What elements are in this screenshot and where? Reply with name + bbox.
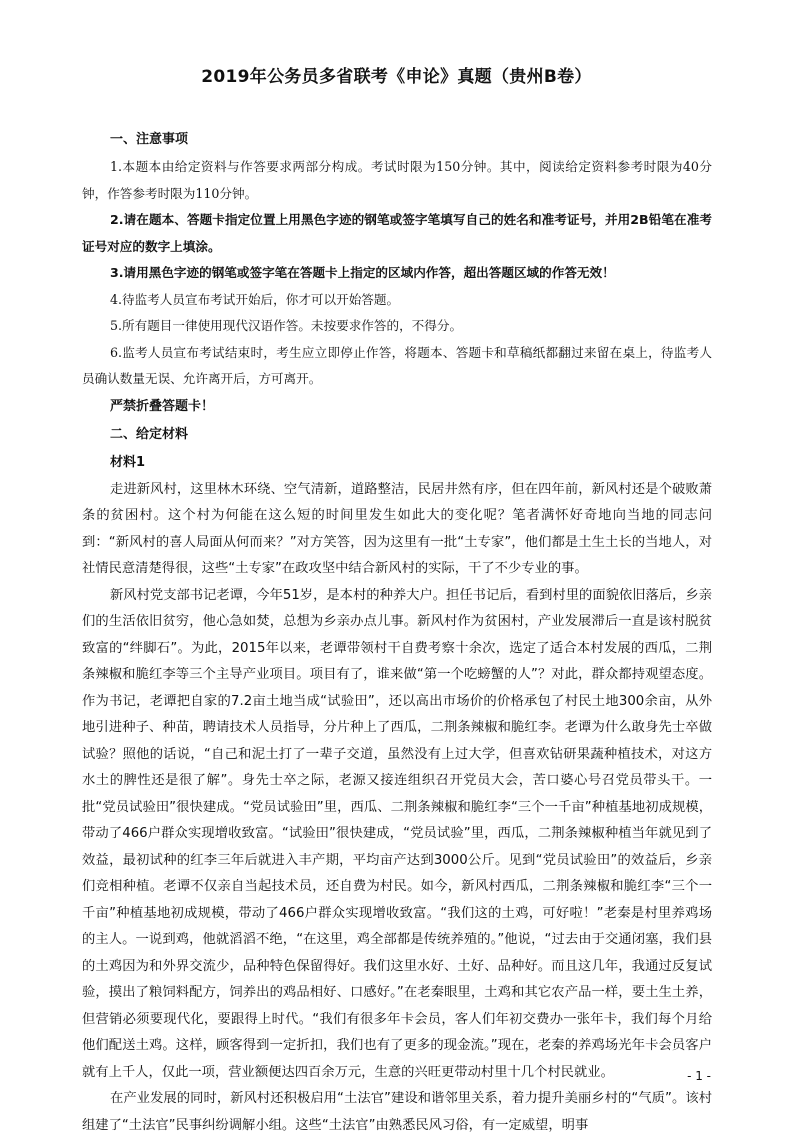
note-item-3: 3.请用黑色字迹的钢笔或签字笔在答题卡上指定的区域内作答，超出答题区域的作答无效！: [110, 265, 615, 280]
note-item-2: 2.请在题本、答题卡指定位置上用黑色字迹的钢笔或签字笔填写自己的姓名和准考证号，并用2B铅笔在准考证号对应的数字上填涂。: [82, 212, 712, 254]
note-item-6: 6.监考人员宣布考试结束时，考生应立即停止作答，将题本、答题卡和草稿纸都翻过来留在桌上，待监考人员确认数量无误、允许离开后，方可离开。: [82, 344, 712, 386]
page-number: - 1 -: [687, 1069, 711, 1083]
material-label: 材料1: [110, 454, 146, 470]
document-content: [82, 126, 712, 1139]
section-heading-notes: 一、注意事项: [110, 132, 189, 147]
note-item-4: 4.待监考人员宣布考试开始后，你才可以开始答题。: [110, 291, 400, 307]
material-paragraph-1: 走进新风村，这里林木环绕、空气清新，道路整洁，民居井然有序，但在四年前，新风村还是个破败萧条的贫困村。这个村为何能在这么短的时间里发生如此大的变化呢？笔者满怀好奇地向当地的同志问到：“新风村的喜人局面从何而来？”对方笑答，因为这里有一批“土专家”，他们都是土生土长的当地人，对社情民意清楚得很，这些“土专家”在政攻坚中结合新风村的实际，干了不少专业的事。: [82, 481, 712, 576]
document-title: 2019年公务员多省联考《申论》真题（贵州B卷）: [201, 67, 592, 87]
material-paragraph-2: 新风村党支部书记老谭，今年51岁，是本村的种养大户。担任书记后，看到村里的面貌依旧落后，乡亲们的生活依旧贫穷，他心急如焚，总想为乡亲办点儿事。新风村作为贫困村，产业发展滞后一直是该村脱贫致富的“绊脚石”。为此，2015年以来，老谭带领村干自费考察十余次，选定了适合本村发展的西瓜，二荆条辣椒和脆红李等三个主导产业项目。项目有了，谁来做“第一个吃螃蟹的人”？对此，群众都持观望态度。作为书记，老谭把自家的7.2亩土地当成“试验田”，还以高出市场价的价格承包了村民土地300余亩，从外地引进种子、种苗，聘请技术人员指导，分片种上了西瓜，二荆条辣椒和脆红李。老谭为什么敢身先士卒做试验？照他的话说，“自己和泥土打了一辈子交道，虽然没有上过大学，但喜欢钻研果蔬种植技术，对这方水土的脾性还是很了解”。身先士卒之际，老源又接连组织召开党员大会，苦口婆心号召党员带头干。一批“党员试验田”很快建成。“党员试验田”里，西瓜、二荆条辣椒和脆红李“三个一千亩”种植基地初成规模，带动了466户群众实现增收致富。“试验田”很快建成，“党员试验”里，西瓜，二荆条辣椒种植当年就见到了效益，最初试种的红李三年后就进入丰产期，平均亩产达到3000公斤。见到“党员试验田”的效益后，乡亲们竞相种植。老谭不仅亲自当起技术员，还自费为村民。如今，新风村西瓜，二荆条辣椒和脆红李“三个一千亩”种植基地初成规模，带动了466户群众实现增收致富。“我们这的土鸡，可好啦！”老秦是村里养鸡场的主人。一说到鸡，他就滔滔不绝，“在这里，鸡全部都是传统养殖的。”他说，“过去由于交通闭塞，我们县的土鸡因为和外界交流少，品种特色保留得好。我们这里水好、土好、品种好。而且这几年，我通过反复试验，摸出了粮饲料配方，饲养出的鸡品相好、口感好。”在老秦眼里，土鸡和其它农产品一样，要土生土养，但营销必须要现代化，要跟得上时代。“我们有很多年卡会员，客人们年初交费办一张年卡，我们每个月给他们配送土鸡。这样，顾客得到一定折扣，我们也有了更多的现金流。”现在，老秦的养鸡场光年卡会员客户就有上千人，仅此一项，营业额便达四百余万元，生意的兴旺更带动村里十几个村民就业。: [82, 587, 712, 1080]
note-item-5: 5.所有题目一律使用现代汉语作答。未按要求作答的，不得分。: [110, 318, 463, 333]
note-item-1: 1.本题本由给定资料与作答要求两部分构成。考试时限为150分钟。其中，阅读给定资料参考时限为40分钟，作答参考时限为110分钟。: [82, 159, 712, 201]
material-paragraph-3: 在产业发展的同时，新风村还积极启用“土法官”建设和谐邻里关系，着力提升美丽乡村的“气质”。该村组建了“土法官”民事纠纷调解小组。这些“土法官”由熟悉民风习俗，有一定威望，明事: [82, 1091, 712, 1133]
warning-text: 严禁折叠答题卡！: [110, 398, 215, 414]
section-heading-materials: 二、给定材料: [110, 426, 189, 442]
